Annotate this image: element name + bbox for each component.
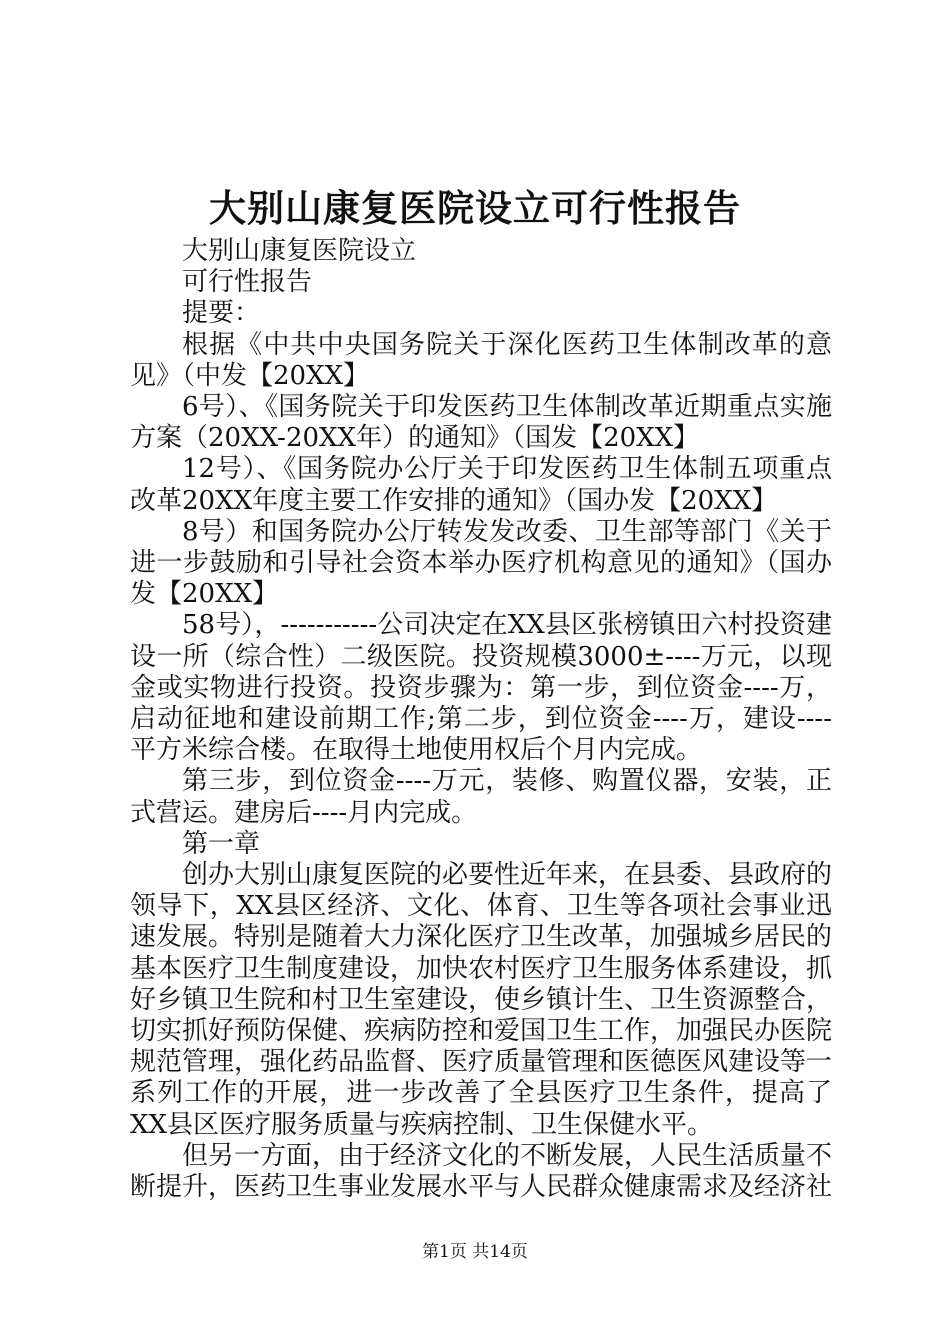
paragraph-summary-heading: 提要： — [182, 298, 261, 329]
document-body — [130, 236, 832, 1203]
paragraph-necessity: 创办大别山康复医院的必要性近年来，在县委、县政府的领导下，XX县区经济、文化、体育、卫生等各项社会事业迅速发展。特别是随着大力深化医疗卫生改革，加强城乡居民的基本医疗卫生制度建设，加快农村医疗卫生服务体系建设，抓好乡镇卫生院和村卫生室建设，使乡镇计生、卫生资源整合，切实抓好预防保健、疾病防控和爱国卫生工作，加强民办医院规范管理，强化药品监督、医疗质量管理和医德医风建设等一系列工作的开展，进一步改善了全县医疗卫生条件，提高了XX县区医疗服务质量与疾病控制、卫生保健水平。 — [130, 860, 833, 1140]
paragraph-basis-3: 12号）、《国务院办公厅关于印发医药卫生体制五项重点改革20XX年度主要工作安排的通知》（国办发【20XX】 — [130, 454, 832, 516]
paragraph-subtitle-2: 可行性报告 — [182, 267, 313, 298]
paragraph-basis-2: 6号）、《国务院关于印发医药卫生体制改革近期重点实施方案（20XX-20XX年）的通知》（国发【20XX】 — [130, 392, 832, 454]
paragraph-subtitle-1: 大别山康复医院设立 — [182, 236, 417, 266]
paragraph-basis-1: 根据《中共中央国务院关于深化医药卫生体制改革的意见》（中发【20XX】 — [130, 329, 832, 391]
paragraph-basis-4: 8号）和国务院办公厅转发发改委、卫生部等部门《关于进一步鼓励和引导社会资本举办医疗机构意见的通知》（国办发【20XX】 — [130, 516, 832, 610]
chapter-heading: 第一章 — [182, 828, 261, 859]
page-footer: 第1页 共14页 — [422, 1242, 528, 1262]
document-title: 大别山康复医院设立可行性报告 — [209, 186, 741, 230]
paragraph-investment: 58号），-----------公司决定在XX县区张榜镇田六村投资建设一所（综合性）二级医院。投资规模3000±----万元，以现金或实物进行投资。投资步骤为：第一步，到位资金----万，启动征地和建设前期工作;第二步，到位资金----万，建设----平方米综合楼。在取得土地使用权后个月内完成。 — [130, 610, 832, 766]
paragraph-step-three: 第三步，到位资金----万元，装修、购置仪器，安装，正式营运。建房后----月内完成。 — [130, 766, 832, 828]
paragraph-however: 但另一方面，由于经济文化的不断发展，人民生活质量不断提升，医药卫生事业发展水平与人民群众健康需求及经济社 — [130, 1140, 833, 1203]
